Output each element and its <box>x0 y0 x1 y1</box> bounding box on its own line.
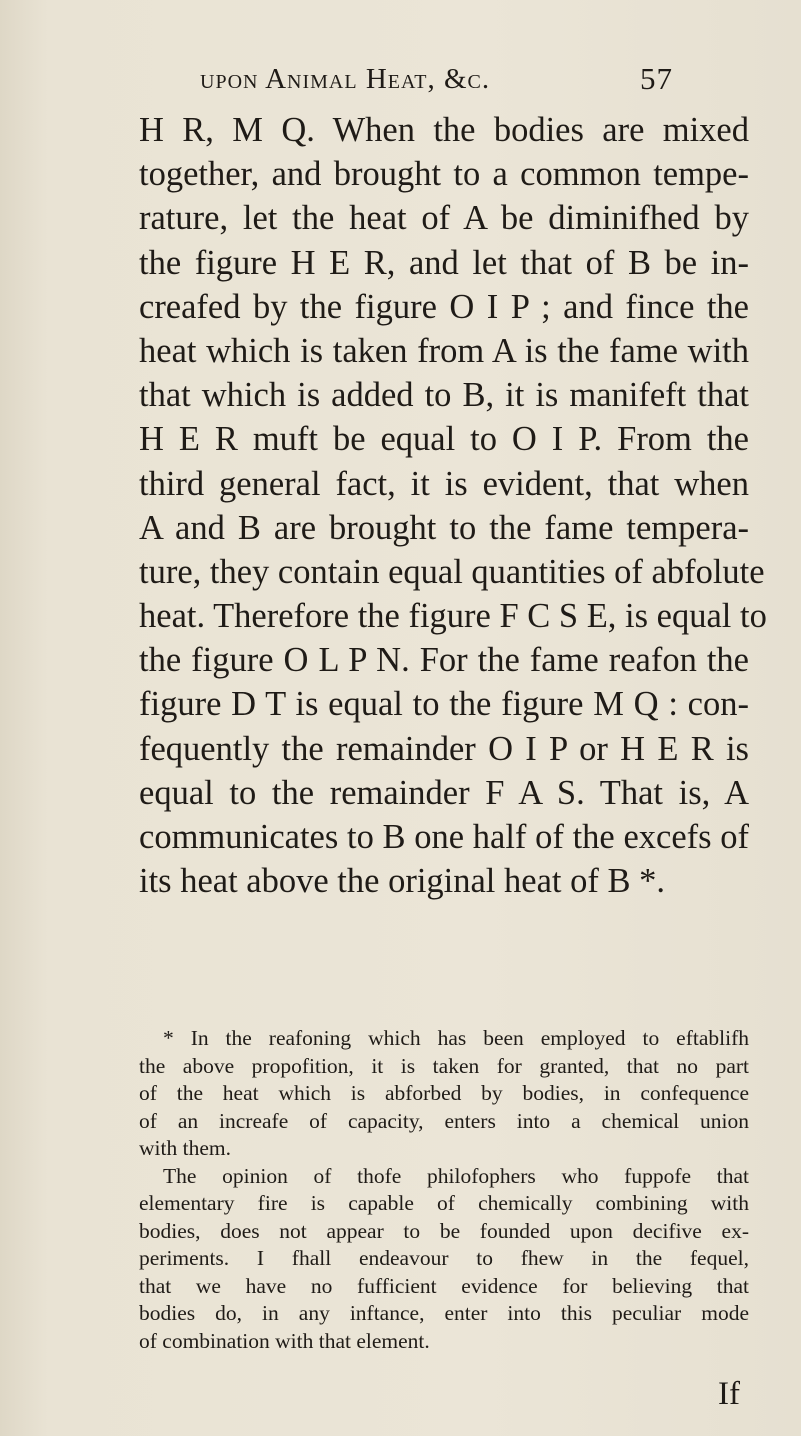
footnote-line: with them. <box>139 1136 231 1160</box>
text-line: H R, M Q. When the bodies are mixed <box>139 111 749 149</box>
text-line: fequently the remainder O I P or H E R is <box>139 729 749 768</box>
running-head <box>200 63 680 96</box>
text-line: together, and brought to a common tempe- <box>139 155 749 194</box>
text-line: heat. Therefore the figure F C S E, is equal to <box>139 597 767 636</box>
catchword: If <box>718 1376 740 1412</box>
main-text <box>139 108 767 903</box>
text-line: creafed by the figure O I P ; and fince the <box>139 287 749 326</box>
text-line: that which is added to B, it is manifeft that <box>139 376 749 415</box>
text-line: H E R muft be equal to O I P. From the <box>139 420 749 459</box>
footnote-line: * In the reafoning which has been employed to eftablifh <box>163 1026 749 1050</box>
text-line: its heat above the original heat of B *. <box>139 862 665 901</box>
text-line: figure D T is equal to the figure M Q : con- <box>139 685 749 724</box>
footnote-line: of an increafe of capacity, enters into a chemical union <box>139 1108 749 1133</box>
text-line: the figure H E R, and let that of B be in- <box>139 243 749 282</box>
footnote-line: that we have no fufficient evidence for believing that <box>139 1273 749 1298</box>
text-line: third general fact, it is evident, that when <box>139 464 749 503</box>
text-line: ture, they contain equal quantities of abfolute <box>139 552 765 591</box>
text-line: equal to the remainder F A S. That is, A <box>139 773 749 812</box>
footnote-line: elementary fire is capable of chemically combining with <box>139 1191 749 1215</box>
footnote-line: The opinion of thofe philofophers who fuppofe that <box>163 1163 749 1188</box>
text-line: heat which is taken from A is the fame with <box>139 331 749 370</box>
footnote-line: of combination with that element. <box>139 1328 430 1353</box>
text-line: communicates to B one half of the excefs of <box>139 818 749 856</box>
page-number: 57 <box>640 61 673 96</box>
text-line: rature, let the heat of A be diminifhed by <box>139 199 749 238</box>
footnote-line: of the heat which is abforbed by bodies, in confequence <box>139 1081 749 1105</box>
text-line: A and B are brought to the fame tempera- <box>139 508 749 547</box>
running-title: upon Animal Heat, &c. <box>200 63 491 95</box>
footnotes <box>139 1025 749 1355</box>
footnote-line: bodies, does not appear to be founded upon decifive ex- <box>139 1218 749 1243</box>
footnote-line: the above propofition, it is taken for granted, that no part <box>139 1053 749 1078</box>
text-line: the figure O L P N. For the fame reafon the <box>139 641 749 680</box>
footnote-line: bodies do, in any inftance, enter into this peculiar mode <box>139 1301 749 1325</box>
footnote-line: periments. I fhall endeavour to fhew in the fequel, <box>139 1246 749 1270</box>
